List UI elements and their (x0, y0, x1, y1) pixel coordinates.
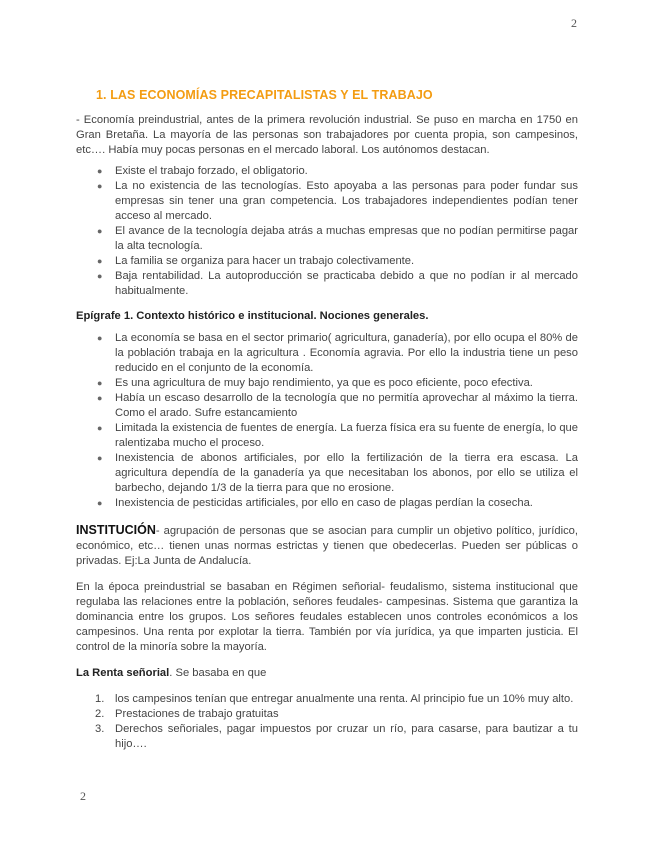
page-number-top: 2 (571, 16, 577, 30)
numbered-list (76, 692, 578, 752)
bullet-list-1 (76, 164, 578, 299)
epoca-paragraph: En la época preindustrial se basaban en Régimen señorial- feudalismo, sistema institucional que regulaba las relaciones entre la población, señores feudales- campesinas. Sistema que garantiza la dominancia entre los grupos. Los señores feudales establecen unos controles económicos a los campesinos. Una renta por explotar la tierra. También por vía jurídica, ya que imparten justicia. El control de la minoría sobre la mayoría. (76, 581, 578, 653)
list-item: ● Había un escaso desarrollo de la tecnología que no permitía aprovechar al máximo la tierra. Como el arado. Sufre estancamiento (97, 392, 578, 419)
list-item: ● Inexistencia de abonos artificiales, por ello la fertilización de la tierra era escasa. La agricultura dependía de la ganadería ya que necesitaban los abonos, por ello se utiliza el barbecho, dejando 1/3 de la tierra para que no erosione. (97, 452, 578, 494)
bullet-icon: ● (97, 181, 103, 191)
list-item: ● Limitada la existencia de fuentes de energía. La fuerza física era su fuente de energía, lo que ralentizaba mucho el proceso. (97, 422, 578, 449)
bullet-icon: ● (97, 166, 103, 176)
list-item: ● Baja rentabilidad. La autoproducción se practicaba debido a que no podían ir al mercado habitualmente. (97, 270, 578, 297)
bullet-icon: ● (97, 271, 103, 281)
renta-paragraph (76, 666, 578, 681)
institucion-paragraph (76, 523, 578, 569)
epigrafe-heading: Epígrafe 1. Contexto histórico e institucional. Nociones generales. (76, 310, 429, 322)
list-number: 2. (95, 708, 105, 720)
list-item: 1. los campesinos tenían que entregar anualmente una renta. Al principio fue un 10% muy alto. (95, 693, 574, 705)
institucion-term: INSTITUCIÓN (76, 523, 156, 537)
section-title: 1. LAS ECONOMÍAS PRECAPITALISTAS Y EL TRABAJO (96, 88, 433, 102)
bullet-icon: ● (97, 333, 103, 343)
page-number-bottom: 2 (80, 789, 86, 803)
bullet-icon: ● (97, 453, 103, 463)
list-item: ● La economía se basa en el sector primario( agricultura, ganadería), por ello ocupa el 80% de la población trabaja en la agricultura . Economía agravia. Por ello la industria tiene un peso reducido en el conjunto de la economía. (97, 332, 578, 374)
bullet-icon: ● (97, 256, 103, 266)
list-item: ● Es una agricultura de muy bajo rendimiento, ya que es poco eficiente, poco efectiva. (97, 377, 533, 389)
list-item: ● El avance de la tecnología dejaba atrás a muchas empresas que no podían permitirse pagar la alta tecnología. (97, 225, 578, 252)
intro-paragraph: - Economía preindustrial, antes de la primera revolución industrial. Se puso en marcha en 1750 en Gran Bretaña. La mayoría de las personas son trabajadores por cuenta propia, son campesinos, etc…. Había muy pocas personas en el mercado laboral. Los autónomos destacan. (76, 114, 578, 156)
bullet-list-2 (76, 331, 578, 511)
list-item: ● Existe el trabajo forzado, el obligatorio. (97, 165, 308, 177)
list-number: 3. (95, 723, 105, 735)
list-item: 3. Derechos señoriales, pagar impuestos por cruzar un río, para casarse, para bautizar a tu hijo…. (95, 723, 578, 750)
bullet-icon: ● (97, 226, 103, 236)
list-item: ● La no existencia de las tecnologías. Esto apoyaba a las personas para poder fundar sus empresas sin tener una gran competencia. Los trabajadores independientes podían tener acceso al mercado. (97, 180, 578, 222)
bullet-icon: ● (97, 393, 103, 403)
list-item: ● La familia se organiza para hacer un trabajo colectivamente. (97, 255, 415, 267)
renta-title: La Renta señorial (76, 667, 170, 679)
bullet-icon: ● (97, 498, 103, 508)
institucion-definition: - agrupación de personas que se asocian para cumplir un objetivo político, jurídico, económico, etc… tienen unas normas estrictas y tienen que obedecerlas. Pueden ser públicas o privadas. Ej:La Junta de Andalucía. (76, 525, 578, 567)
list-number: 1. (95, 693, 105, 705)
bullet-icon: ● (97, 423, 103, 433)
list-item: 2. Prestaciones de trabajo gratuitas (95, 708, 279, 720)
list-item: ● Inexistencia de pesticidas artificiales, por ello en caso de plagas perdían la cosecha. (97, 497, 533, 509)
document-body (76, 88, 578, 752)
bullet-icon: ● (97, 378, 103, 388)
renta-intro: . Se basaba en que (169, 667, 267, 679)
